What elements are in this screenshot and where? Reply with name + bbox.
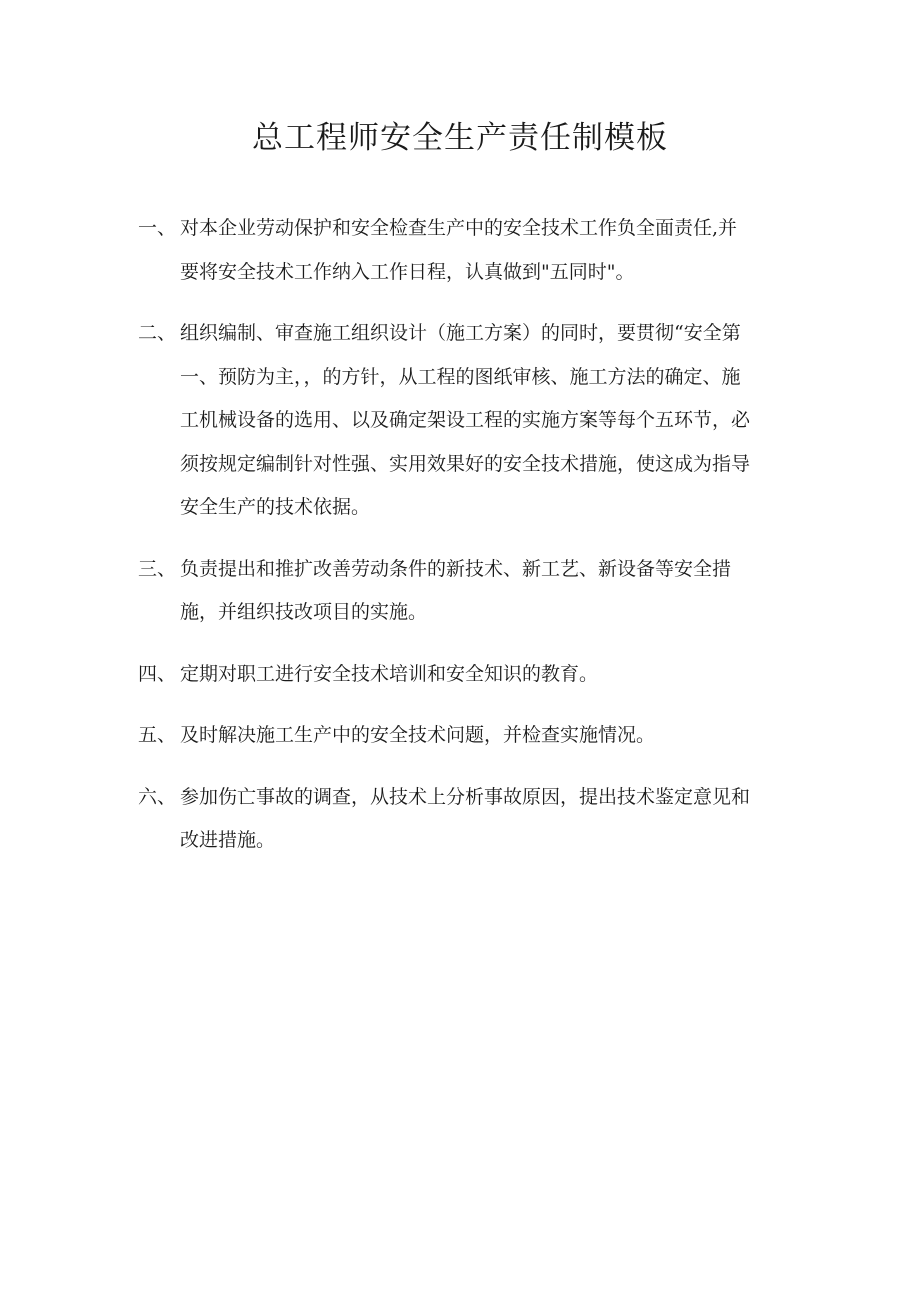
clause-4	[138, 653, 798, 697]
clause-line: 组织编制、审查施工组织设计（施工方案）的同时，要贯彻“安全第	[180, 322, 741, 344]
clause-marker: 三、	[138, 557, 177, 580]
clause-marker: 一、	[138, 217, 177, 239]
clause-2	[138, 312, 798, 530]
clause-3	[138, 548, 798, 635]
clause-line: 安全生产的技术依据。	[180, 496, 371, 518]
clause-marker: 五、	[138, 724, 177, 746]
clause-line: 负责提出和推扩改善劳动条件的新技术、新工艺、新设备等安全措	[180, 557, 732, 580]
clause-list	[138, 207, 798, 881]
clause-line: 工机械设备的选用、以及确定架设工程的实施方案等每个五环节，必	[180, 409, 751, 431]
clause-line: 及时解决施工生产中的安全技术问题，并检查实施情况。	[180, 724, 656, 746]
document-title: 总工程师安全生产责任制模板	[252, 120, 668, 156]
clause-6	[138, 776, 798, 863]
clause-line: 须按规定编制针对性强、实用效果好的安全技术措施，使这成为指导	[180, 452, 751, 475]
clause-marker: 四、	[138, 662, 177, 685]
clause-line: 要将安全技术工作纳入工作日程，认真做到"五同时"。	[180, 260, 635, 283]
clause-marker: 六、	[138, 785, 177, 808]
clause-marker: 二、	[138, 322, 177, 344]
clause-line: 定期对职工进行安全技术培训和安全知识的教育。	[180, 662, 599, 685]
clause-line: 改进措施。	[180, 829, 276, 851]
clause-5	[138, 714, 798, 758]
clause-line: 参加伤亡事故的调查，从技术上分析事故原因，提出技术鉴定意见和	[180, 785, 751, 808]
clause-line: 对本企业劳动保护和安全检查生产中的安全技术工作负全面责任,并	[180, 217, 738, 239]
clause-1	[138, 207, 798, 294]
clause-line: 施，并组织技改项目的实施。	[180, 601, 428, 623]
clause-line: 一、预防为主，，的方针，从工程的图纸审核、施工方法的确定、施	[180, 365, 741, 388]
